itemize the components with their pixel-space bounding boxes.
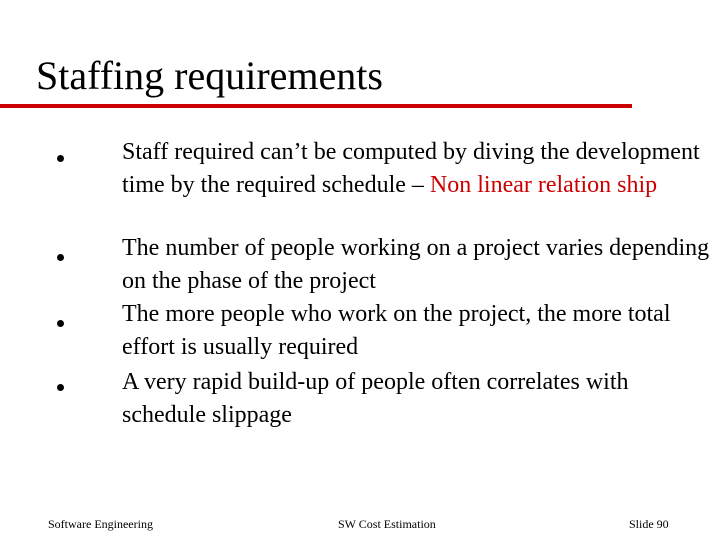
- bullet-marker: [57, 155, 64, 162]
- bullet-item-2: [122, 232, 712, 298]
- bullet-text: The number of people working on a project varies depending on the phase of the project: [122, 235, 710, 294]
- slide-title: Staffing requirements: [36, 53, 383, 98]
- bullet-text: A very rapid build-up of people often correlates with schedule slippage: [122, 369, 629, 428]
- bullet-marker: [57, 254, 64, 261]
- bullet-marker: [57, 320, 64, 327]
- footer-slide-number: Slide 90: [629, 517, 669, 531]
- bullet-marker: [57, 384, 64, 391]
- bullet-text: Staff required can’t be computed by diving the development time by the required schedule –: [122, 139, 700, 198]
- bullet-accent-text: Non linear relation ship: [429, 172, 658, 198]
- bullet-item-1: [122, 136, 712, 202]
- bullet-item-4: [122, 366, 712, 432]
- footer-topic: SW Cost Estimation: [338, 517, 436, 531]
- bullet-item-3: [122, 298, 712, 364]
- footer-course: Software Engineering: [48, 517, 153, 531]
- bullet-text: The more people who work on the project, the more total effort is usually required: [122, 301, 671, 360]
